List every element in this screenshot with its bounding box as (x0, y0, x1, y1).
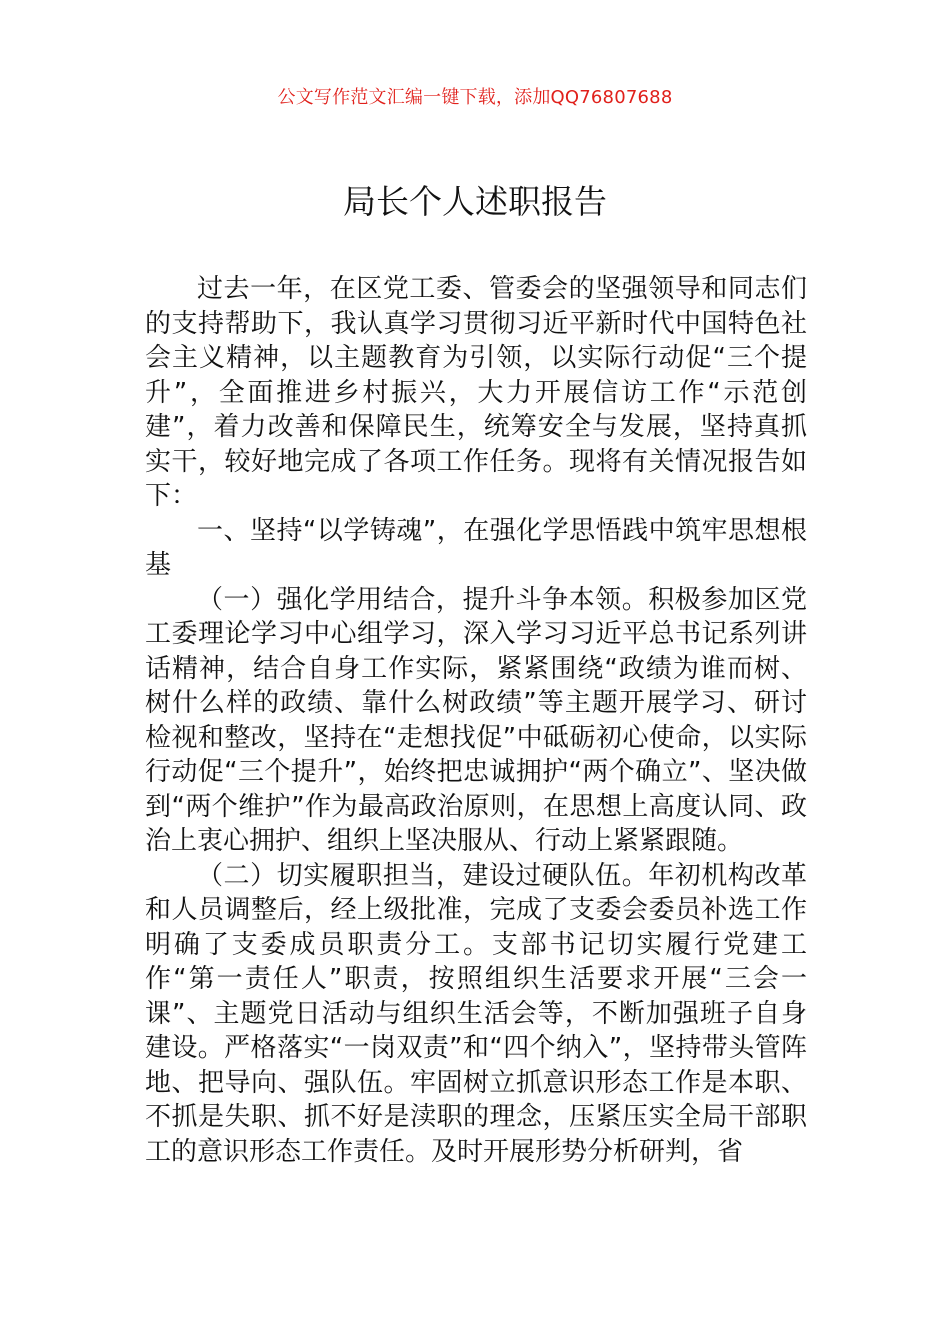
subsection-paragraph-1: （一）强化学用结合，提升斗争本领。积极参加区党工委理论学习中心组学习，深入学习习近平总书记系列讲话精神，结合自身工作实际，紧紧围绕“政绩为谁而树、树什么样的政绩、靠什么树政绩”等主题开展学习、研讨检视和整改，坚持在“走想找促”中砥砺初心使命，以实际行动促“三个提升”，始终把忠诚拥护“两个确立”、坚决做到“两个维护”作为最高政治原则，在思想上高度认同、政治上衷心拥护、组织上坚决服从、行动上紧紧跟随。 (145, 584, 807, 856)
section-heading-1: 一、坚持“以学铸魂”，在强化学思悟践中筑牢思想根基 (145, 515, 807, 580)
document-title: 局长个人述职报告 (343, 182, 607, 221)
document-body (145, 272, 807, 1169)
intro-paragraph: 过去一年，在区党工委、管委会的坚强领导和同志们的支持帮助下，我认真学习贯彻习近平新时代中国特色社会主义精神，以主题教育为引领，以实际行动促“三个提升”，全面推进乡村振兴，大力开展信访工作“示范创建”，着力改善和保障民生，统筹安全与发展，坚持真抓实干，较好地完成了各项工作任务。现将有关情况报告如下： (145, 274, 807, 511)
subsection-paragraph-2: （二）切实履职担当，建设过硬队伍。年初机构改革和人员调整后，经上级批准，完成了支委会委员补选工作明确了支委成员职责分工。支部书记切实履行党建工作“第一责任人”职责，按照组织生活要求开展“三会一课”、主题党日活动与组织生活会等，不断加强班子自身建设。严格落实“一岗双责”和“四个纳入”，坚持带头管阵地、把导向、强队伍。牢固树立抓意识形态工作是本职、不抓是失职、抓不好是渎职的理念，压紧压实全局干部职工的意识形态工作责任。及时开展形势分析研判，省 (145, 860, 807, 1167)
download-notice: 公文写作范文汇编一键下载，添加QQ76807688 (277, 87, 673, 108)
